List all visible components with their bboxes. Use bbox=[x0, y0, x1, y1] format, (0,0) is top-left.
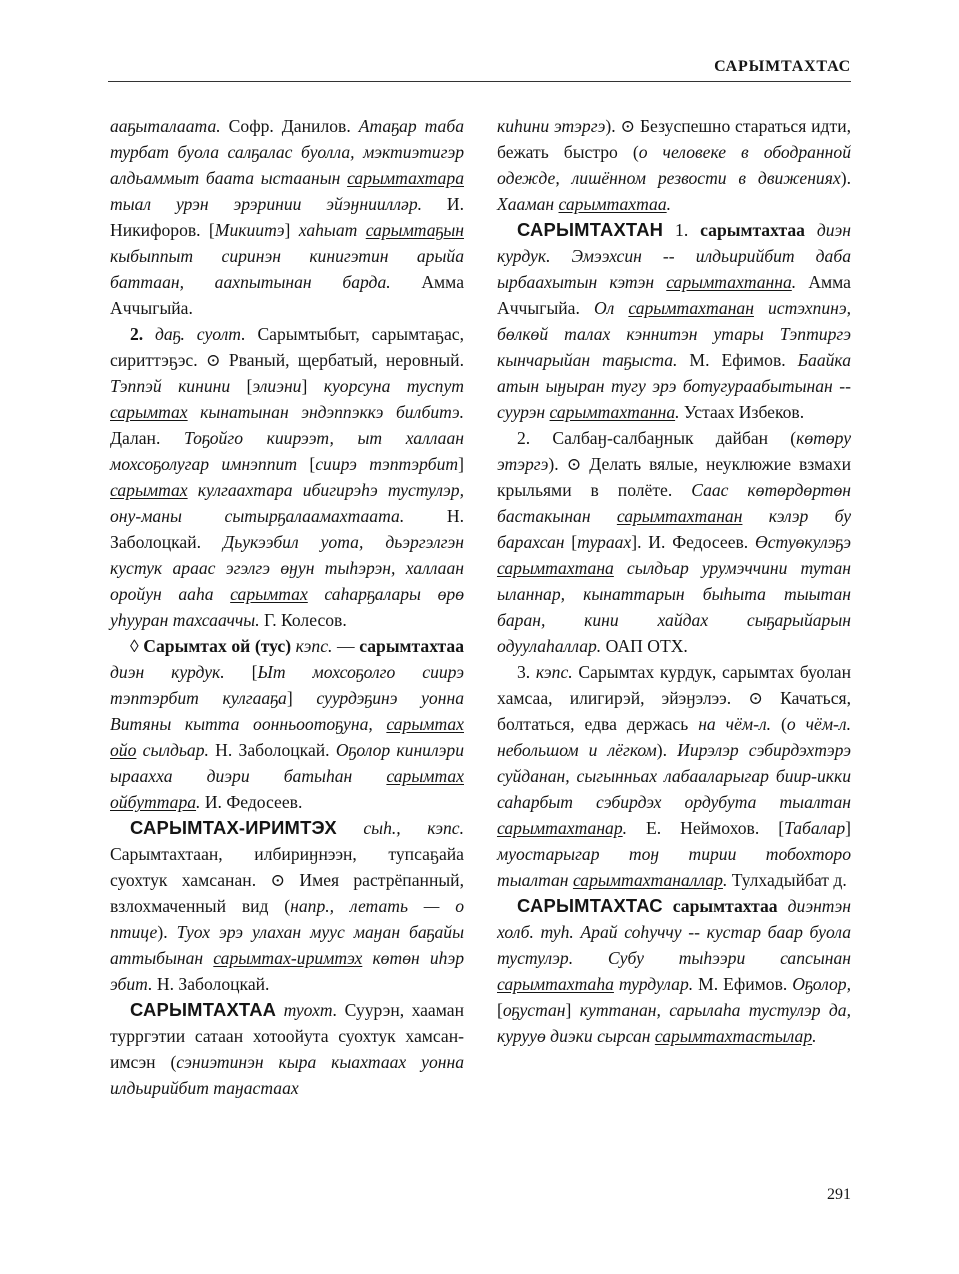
left-column bbox=[110, 113, 464, 1101]
dictionary-paragraph: 3. кэпс. Сарымтах курдук, сарымтах буолан хамсаа, илигирэй, эйэӈэлээ. ⊙ Качаться, болтаться, едва держась на чём-л. (о чём-л. небольшом и лёгком). Иирэлэр сэбирдэхтэрэ суйданан, сыгынньах лабааларыгар биир-икки саһарбыт сэбирдэх ордубута тыалтан сарымтахтанар. Е. Неймохов. [Табалар] муостарыгар тоӈ тирии тобохторо тыалтан сарымтахтаналлар. Тулхадыйбат д. bbox=[497, 662, 852, 890]
header-rule bbox=[108, 81, 851, 82]
page-number: 291 bbox=[827, 1186, 851, 1203]
dictionary-paragraph: 2. даҕ. суолт. Сарымтыбыт, сарымтаҕас, сириттэҕэс. ⊙ Рваный, щербатый, неровный. Тэппэй кинини [элиэни] куорсуна туспут сарымтах кынатынан эндэппэккэ билбитэ. Далан. Тоҕойго киирээт, ыт халлаан мохсоҕолугар имнэппит [сиирэ тэптэрбит] сарымтах кулгаахтара ибигирэһэ тустулэр, ону-маны сытырҕалаамахтаата. Н. Заболоцкай. Дьукээбил уота, дьэргэлгэн кустук араас эгэлгэ өӈун тыһэрэн, халлаан оройун ааһа сарымтах саһарҕалары өрө уһууран тахсааччы. Г. Колесов. bbox=[110, 324, 464, 630]
dictionary-paragraph: САРЫМТАХТАН 1. сарымтахтаа диэн курдук. Эмээхсин -- илдьирийбит даба ырбаахытын кэтэн сарымтахтанна. Амма Аччыгыйа. Ол сарымтахтанан истэхпинэ, бөлкөй талах кэннитэн утары Тэптиргэ кынчарыйан таҕыста. М. Ефимов. Баайка атын ыӈыран тугу эрэ ботугураабытынан -- суурэн сарымтахтанна. Устаах Избеков. bbox=[497, 219, 851, 422]
dictionary-paragraph: ааҕыталаата. Софр. Данилов. Атаҕар таба турбат буола салҕалас буолла, мэктиэтигэр алдьаммыт баата ыстаанын сарымтахтара тыал урэн эрэринии эйэӈниилләр. И. Никифоров. [Микиитэ] хаһыат сарымтаҕын кыбыппыт сиринэн кинигэтин арыйа баттаан, аахпытынан барда. Амма Аччыгыйа. bbox=[110, 116, 465, 318]
dictionary-paragraph: 2. Салбаӈ-салбаӈнык дайбан (көтөру этэргэ). ⊙ Делать вялые, неуклюжие взмахи крыльями в полёте. Саас көтөрдөртөн бастакынан сарымтахтанан кэлэр бу барахсан [тураах]. И. Федосеев. Өстуөкулэҕэ сарымтахтана сылдьар урумэччини тутан ыланнар, кынаттарын быһыта тыытан баран, кини хайдах сыҕарыйарын одуулаһаллар. ОАП ОТХ. bbox=[497, 428, 852, 656]
dictionary-paragraph: САРЫМТАХТАА туохт. Суурэн, хааман турргэтии сатаан хотоойута суохтук хамсан-имсэн (сэниэтинэн кыра кыахтаах уонна илдьирийбит таӈастаах bbox=[110, 999, 464, 1098]
dictionary-paragraph: САРЫМТАХТАС сарымтахтаа диэнтэн холб. туһ. Арай соһуччу -- кустар баар буола тустулэр. Субу тыһээри сапсынан сарымтахтаһа турдулар. М. Ефимов. Оҕолор, [оҕустан] куттанан, сарылаһа тустулэр да, курууө диэки сырсан сарымтахтастылар. bbox=[497, 895, 851, 1046]
right-column bbox=[497, 113, 851, 1049]
running-head: САРЫМТАХТАС bbox=[714, 58, 851, 75]
dictionary-paragraph: САРЫМТАХ-ИРИМТЭХ сыһ., кэпс. Сарымтахтаан, илбириӈнээн, тупсаҕайа суохтук хамсанан. ⊙ Имея растрёпанный, взлохмаченный вид (напр., летать — о птице). Туох эрэ улахан муус маӈан баҕайы аттыбынан сарымтах-иримтэх көтөн иһэр эбит. Н. Заболоцкай. bbox=[110, 817, 465, 994]
dictionary-paragraph: ◊ Сарымтах ой (тус) кэпс. — сарымтахтаа диэн курдук. [Ыт мохсоҕолго сиирэ тэптэрбит кулгааҕа] суурдэҕинэ уонна Витяны кытта оонньоотоҕуна, сарымтах ойо сылдьар. Н. Заболоцкай. Оҕолор кинилэри ыраахха диэри батыһан сарымтах ойбуттара. И. Федосеев. bbox=[110, 636, 465, 812]
dictionary-paragraph: киһини этэргэ). ⊙ Безуспешно стараться идти, бежать быстро (о человеке в ободранной одежде, лишённом резвости в движениях). Хааман сарымтахтаа. bbox=[497, 116, 852, 214]
